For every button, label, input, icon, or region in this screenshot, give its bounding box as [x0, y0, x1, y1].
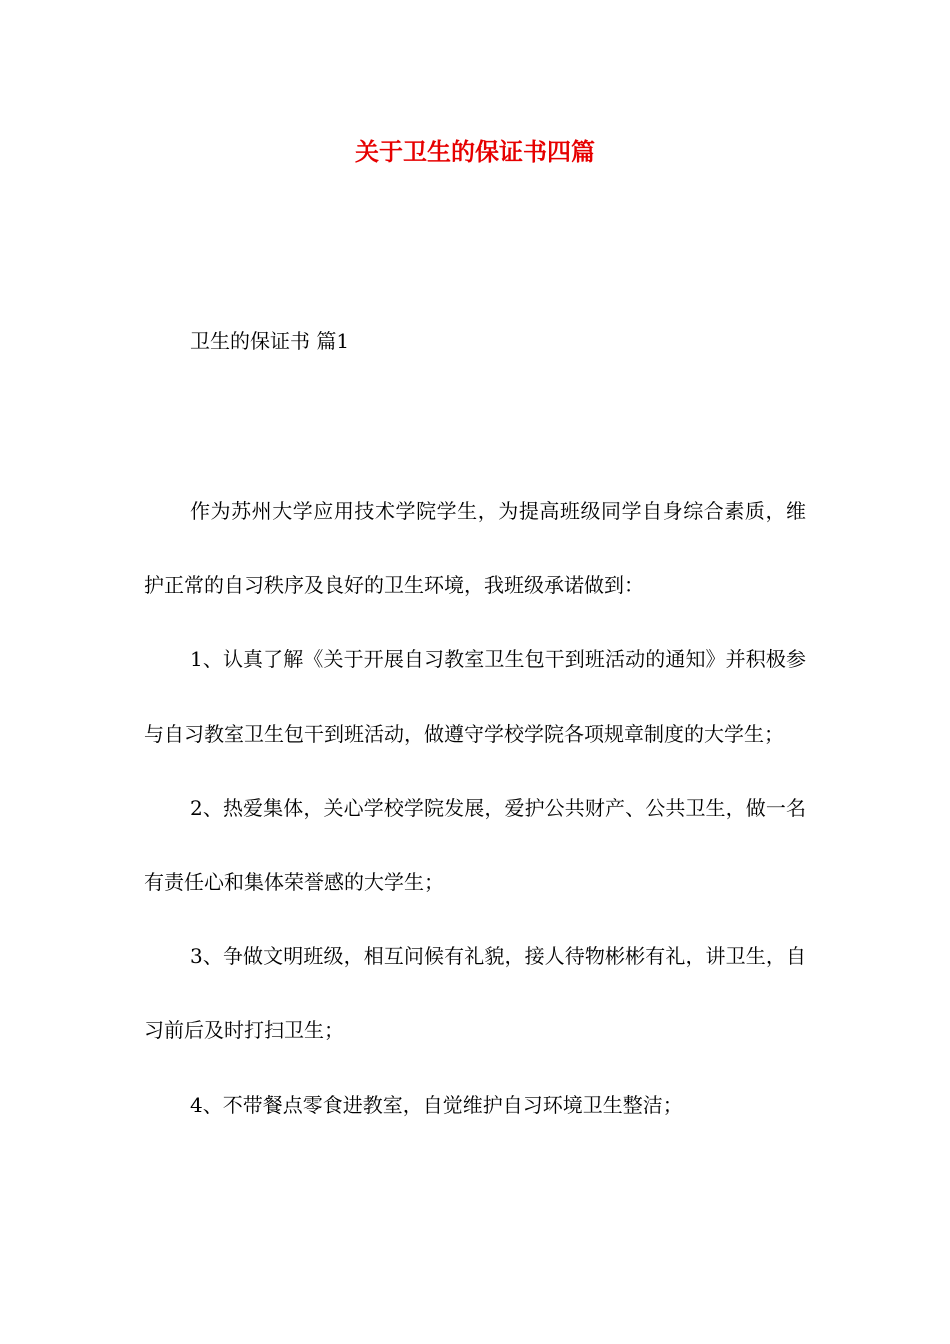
document-title: 关于卫生的保证书四篇 [355, 138, 595, 166]
paragraph-item-2: 2、热爱集体，关心学校学院发展，爱护公共财产、公共卫生，做一名有责任心和集体荣誉感的大学生； [144, 795, 806, 895]
document-body [144, 474, 806, 1142]
section-heading: 卫生的保证书 篇1 [190, 329, 350, 353]
paragraph-item-3: 3、争做文明班级，相互问候有礼貌，接人待物彬彬有礼，讲卫生，自习前后及时打扫卫生； [144, 944, 806, 1043]
paragraph-item-1: 1、认真了解《关于开展自习教室卫生包干到班活动的通知》并积极参与自习教室卫生包干到班活动，做遵守学校学院各项规章制度的大学生； [144, 647, 806, 746]
paragraph-intro: 作为苏州大学应用技术学院学生，为提高班级同学自身综合素质，维护正常的自习秩序及良好的卫生环境，我班级承诺做到： [144, 499, 806, 598]
paragraph-item-4: 4、不带餐点零食进教室，自觉维护自习环境卫生整洁； [190, 1092, 683, 1117]
